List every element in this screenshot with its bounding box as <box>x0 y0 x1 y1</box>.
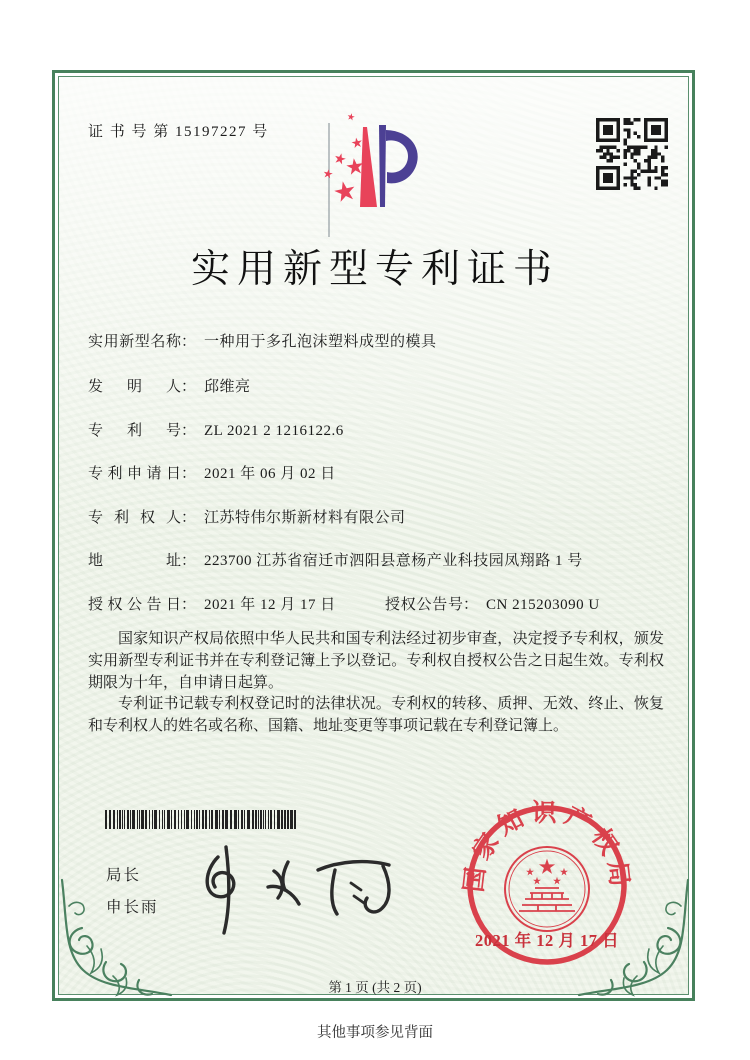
legal-paragraph-1: 国家知识产权局依照中华人民共和国专利法经过初步审查，决定授予专利权，颁发实用新型专利证书并在专利登记簿上予以登记。专利权自授权公告之日起生效。专利权期限为十年，自申请日起算。 <box>88 631 664 691</box>
commissioner-signature <box>190 843 405 935</box>
commissioner-role: 局长 <box>106 867 142 884</box>
cnipa-logo-icon <box>315 110 445 240</box>
field-value: 邱维亮 <box>204 379 251 395</box>
legal-text <box>88 629 664 738</box>
barcode <box>105 810 297 829</box>
field-label: 发明人 <box>88 379 181 395</box>
field-label: 专利号 <box>88 423 181 439</box>
seal-national-emblem <box>505 847 589 931</box>
grant-number-label: 授权公告号 <box>385 597 463 613</box>
field-label: 专利申请日 <box>88 466 181 482</box>
field-colon: ： <box>463 597 479 613</box>
field-value: ZL 2021 2 1216122.6 <box>204 423 344 439</box>
field-value: 2021 年 06 月 02 日 <box>204 466 336 482</box>
legal-paragraph-2: 专利证书记载专利权登记时的法律状况。专利权的转移、质押、无效、终止、恢复和专利权人的姓名或名称、国籍、地址变更等事项记载在专利登记簿上。 <box>88 696 664 735</box>
field-colon: ： <box>181 553 197 569</box>
qr-code <box>596 118 668 190</box>
certificate-title: 实用新型专利证书 <box>190 248 559 291</box>
commissioner-name: 申长雨 <box>106 899 159 916</box>
grant-number-value: CN 215203090 U <box>486 597 600 613</box>
field-label: 专利权人 <box>88 510 181 526</box>
field-colon: ： <box>181 597 197 613</box>
field-row-inventor <box>88 375 251 396</box>
field-row-grant <box>88 593 600 614</box>
field-label: 实用新型名称 <box>88 334 181 350</box>
back-note: 其他事项参见背面 <box>317 1025 433 1041</box>
field-row-filing-date <box>88 462 336 483</box>
page-number: 第 1 页 (共 2 页) <box>328 980 422 995</box>
official-seal <box>451 789 643 981</box>
field-value: 江苏特伟尔斯新材料有限公司 <box>204 510 406 526</box>
seal-ring-text: 国家知识产权局 <box>460 799 634 894</box>
field-colon: ： <box>181 510 197 526</box>
seal-date: 2021 年 12 月 17 日 <box>474 931 620 950</box>
field-row-patent-no <box>88 419 344 440</box>
grant-date-label: 授权公告日 <box>88 597 181 613</box>
field-row-address <box>88 549 583 570</box>
field-colon: ： <box>181 423 197 439</box>
field-colon: ： <box>181 379 197 395</box>
field-value: 一种用于多孔泡沫塑料成型的模具 <box>204 334 437 350</box>
field-label: 地址 <box>88 553 181 569</box>
field-colon: ： <box>181 466 197 482</box>
grant-date-value: 2021 年 12 月 17 日 <box>204 597 336 613</box>
field-row-patentee <box>88 506 406 527</box>
field-colon: ： <box>181 334 197 350</box>
field-row-name <box>88 330 437 351</box>
certificate-number: 证 书 号 第 15197227 号 <box>88 124 269 140</box>
grant-number-group <box>385 593 600 614</box>
field-value: 223700 江苏省宿迁市泗阳县意杨产业科技园凤翔路 1 号 <box>204 553 583 569</box>
